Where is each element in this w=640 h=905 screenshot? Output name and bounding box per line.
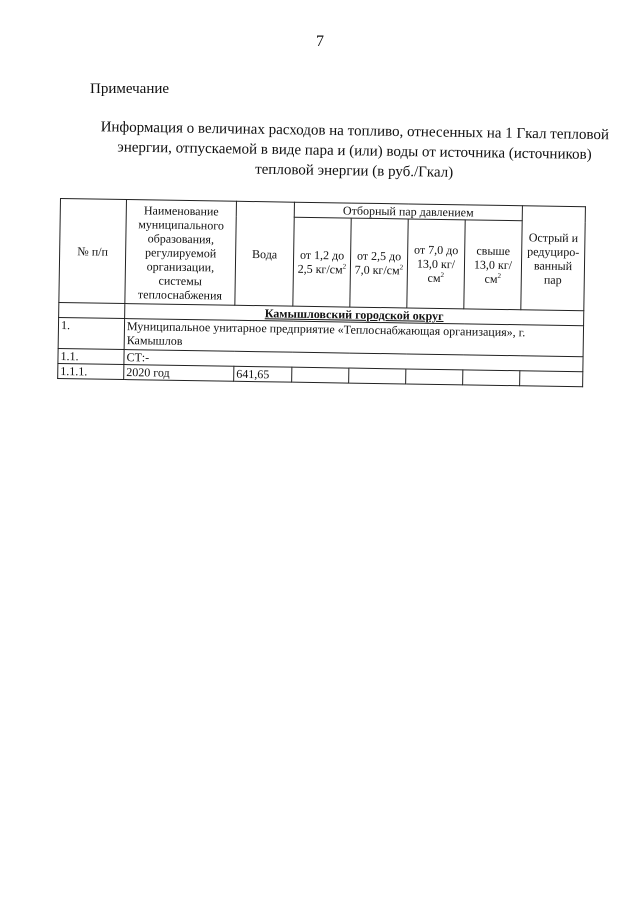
row-water-value: 641,65 [234,366,292,382]
row-name: 2020 год [124,365,234,382]
row-pressure-1-value [292,367,349,383]
row-name: Муниципальное унитарное предприятие «Теплоснабжающая организация», г. Камышлов [124,319,583,357]
header-pressure-1 [293,217,351,307]
row-num: 1.1. [58,348,124,364]
pressure-3-sup: 2 [440,270,445,280]
header-pressure-3 [407,219,465,309]
page-number: 7 [316,33,324,50]
district-num-cell [59,302,125,318]
header-num: № п/п [59,199,127,304]
title-line-1: Информация о величинах расходов на топливо, отнесенных на 1 Гкал тепловой [100,119,610,144]
pressure-4-sup: 2 [497,271,502,280]
pressure-2-label: от 2,5 до 7,0 кг/см [354,248,402,278]
title-line-2: энергии, отпускаемой в виде пара и (или) воды от источника (источников) [117,139,592,163]
note-label: Примечание [90,81,170,97]
pressure-4-label: свыше 13,0 кг/см [473,243,513,286]
header-pressure-4 [464,220,522,310]
pressure-2-sup: 2 [399,263,404,272]
header-name: Наименование муниципального образования, регулируемой организации, системы теплоснабжения [125,200,237,306]
row-name: СТ:- [124,350,583,372]
pressure-1-label: от 1,2 до 2,5 кг/см [297,247,345,277]
district-name: Камышловский городской округ [125,304,584,326]
header-steam-group: Отборный пар давлением [294,202,522,221]
fuel-cost-table-wrapper [57,198,586,387]
row-pressure-3-value [406,369,463,385]
row-pressure-2-value [349,368,406,384]
fuel-cost-table [57,198,586,387]
row-pressure-4-value [463,370,520,386]
header-pressure-2 [350,218,408,308]
row-num: 1.1.1. [58,363,124,379]
pressure-3-label: от 7,0 до 13,0 кг/см [414,242,459,285]
header-sharp-steam: Острый и редуциро-ванный пар [521,206,586,311]
document-title [84,117,625,185]
pressure-1-sup: 2 [342,262,347,271]
header-water: Вода [235,201,295,306]
row-num: 1. [58,317,124,349]
title-line-3: тепловой энергии (в руб./Гкал) [255,161,454,181]
row-sharp-value [520,371,583,387]
